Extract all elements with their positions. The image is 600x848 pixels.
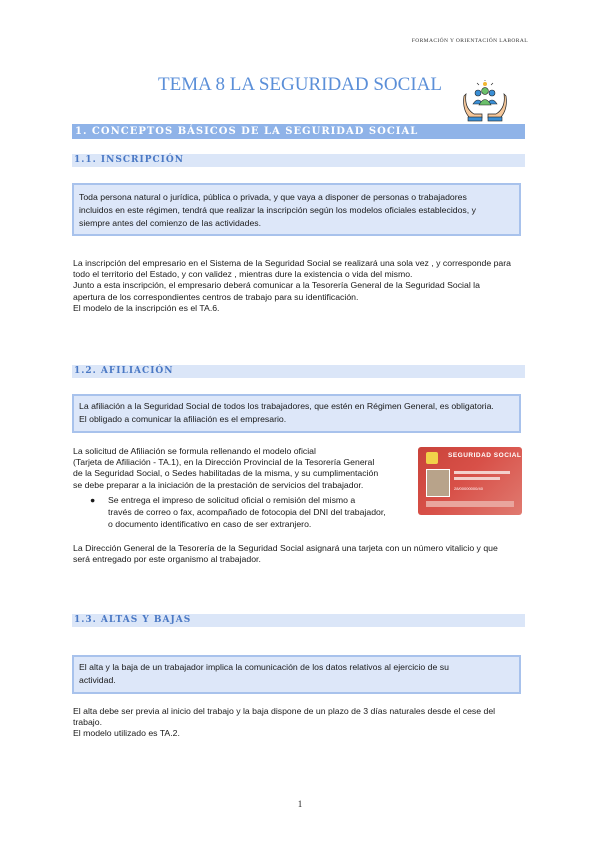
card-line <box>454 471 510 474</box>
subsection-heading-afiliacion: 1.2. AFILIACIÓN <box>72 365 525 378</box>
callout-line: Toda persona natural o jurídica, pública o privada, y que vaya a disponer de personas o trabajadores <box>79 192 467 202</box>
text-line: o documento identificativo en caso de ser extranjero. <box>108 518 312 529</box>
callout-afiliacion <box>72 394 521 433</box>
text-line: La solicitud de Afiliación se formula rellenando el modelo oficial <box>73 446 316 456</box>
page-number: 1 <box>297 799 303 809</box>
paragraph-altas-bajas <box>73 706 528 740</box>
hands-people-logo-icon <box>462 80 508 122</box>
document-title: TEMA 8 LA SEGURIDAD SOCIAL <box>158 74 442 95</box>
running-header: FORMACIÓN Y ORIENTACIÓN LABORAL <box>411 38 528 44</box>
bullet-dot-icon: ● <box>90 495 96 505</box>
text-line: La Dirección General de la Tesorería de la Seguridad Social asignará una tarjeta con un número vitalicio y que <box>73 543 498 553</box>
card-number: 28/00000000/40 <box>454 486 483 491</box>
text-line: de la Seguridad Social, o Sedes habilitadas de la misma, y su cumplimentación <box>73 468 379 479</box>
callout-line: El alta y la baja de un trabajador implica la comunicación de los datos relativos al ejercicio de su <box>79 662 449 672</box>
text-line: apertura de los correspondientes centros de trabajo para su identificación. <box>73 291 359 302</box>
text-line: será entregado por este organismo al trabajador. <box>73 554 261 565</box>
callout-line: siempre antes del comienzo de las actividades. <box>79 218 262 228</box>
text-line: La inscripción del empresario en el Sistema de la Seguridad Social se realizará una sola vez , y corresponde para <box>73 258 511 268</box>
callout-line: actividad. <box>79 675 116 685</box>
subsection-heading-altas-bajas: 1.3. ALTAS Y BAJAS <box>72 614 525 627</box>
callout-inscripcion <box>72 183 521 236</box>
text-line: todo el territorio del Estado, y con validez , mientras dure la existencia o vida del mismo. <box>73 269 413 280</box>
section-heading-conceptos: 1. CONCEPTOS BÁSICOS DE LA SEGURIDAD SOCIAL <box>72 124 525 139</box>
subsection-heading-inscripcion: 1.1. INSCRIPCIÓN <box>72 154 525 167</box>
text-line: se debe preparar a la iniciación de la prestación de servicios del trabajador. <box>73 479 364 490</box>
card-stripe <box>426 501 514 507</box>
social-security-card-image <box>418 447 522 515</box>
callout-line: El obligado a comunicar la afiliación es el empresario. <box>79 414 287 424</box>
paragraph-afiliacion <box>73 446 403 491</box>
text-line: El modelo utilizado es TA.2. <box>73 728 180 739</box>
text-line: través de correo o fax, acompañado de fotocopia del DNI del trabajador, <box>108 506 386 517</box>
paragraph-inscripcion <box>73 258 528 314</box>
callout-altas-bajas <box>72 655 521 694</box>
paragraph-afiliacion-closing <box>73 543 528 565</box>
text-line: Se entrega el impreso de solicitud oficial o remisión del mismo a <box>108 495 356 505</box>
coat-of-arms-icon <box>426 452 438 464</box>
text-line: (Tarjeta de Afiliación - TA.1), en la Dirección Provincial de la Tesorería General <box>73 457 375 468</box>
text-line: El modelo de la inscripción es el TA.6. <box>73 302 220 313</box>
card-title: SEGURIDAD SOCIAL <box>448 452 522 459</box>
card-line <box>454 477 500 480</box>
callout-line: incluidos en este régimen, tendrá que realizar la inscripción según los modelos oficiales establecidos, y <box>79 205 476 215</box>
text-line: Junto a esta inscripción, el empresario deberá comunicar a la Tesorería General de la Seguridad Social la <box>73 280 480 291</box>
callout-line: La afiliación a la Seguridad Social de todos los trabajadores, que estén en Régimen General, es obligatoria. <box>79 401 494 411</box>
photo-placeholder-icon <box>426 469 450 497</box>
text-line: trabajo. <box>73 717 102 728</box>
text-line: El alta debe ser previa al inicio del trabajo y la baja dispone de un plazo de 3 días naturales desde el cese del <box>73 706 496 716</box>
